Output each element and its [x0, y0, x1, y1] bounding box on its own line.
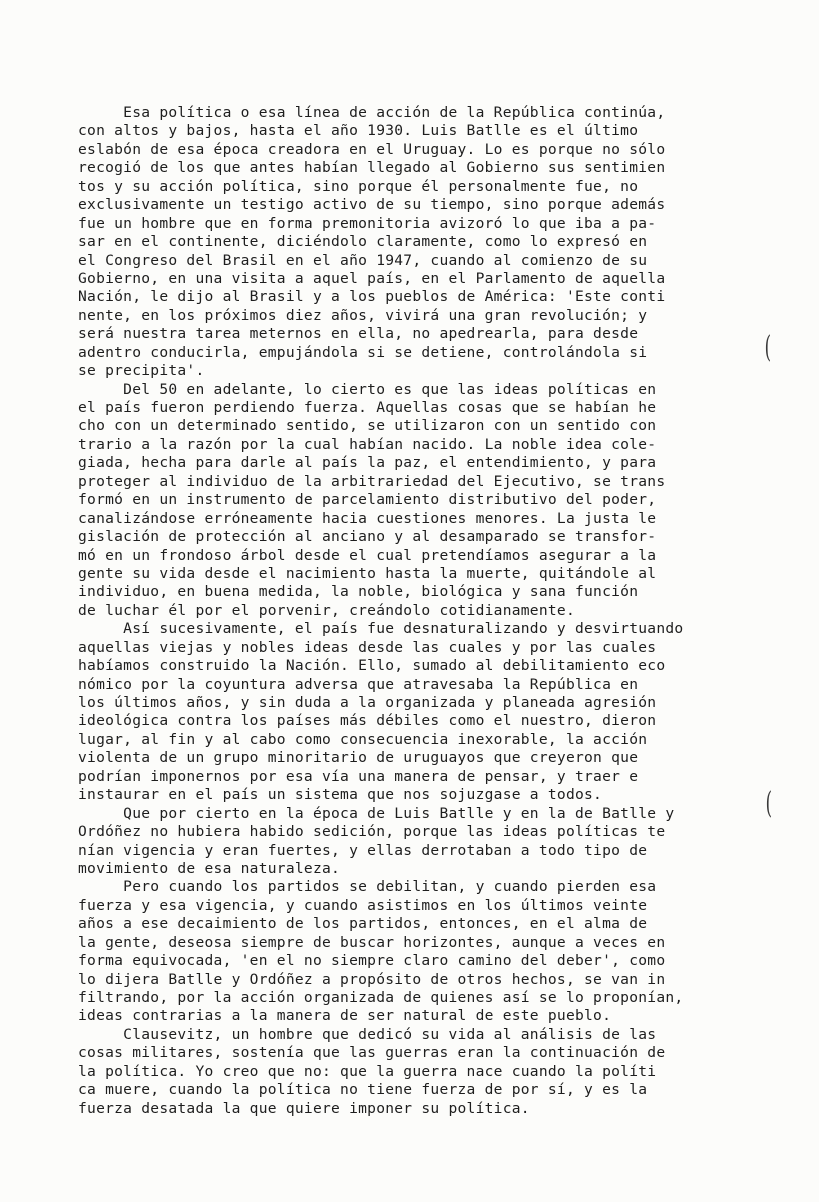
text-line: lo dijera Batlle y Ordóñez a propósito de otros hechos, se van in [78, 970, 666, 988]
text-line: se precipita'. [78, 362, 205, 380]
text-line: canalizándose erróneamente hacia cuestiones menores. La justa le [78, 509, 657, 527]
margin-mark-parenthesis: ( [764, 330, 772, 365]
text-line: la gente, deseosa siempre de buscar horizontes, aunque a veces en [78, 933, 666, 951]
text-line: ca muere, cuando la política no tiene fuerza de por sí, y es la [78, 1081, 648, 1099]
text-line: años a ese decaimiento de los partidos, entonces, en el alma de [78, 915, 648, 933]
text-line: instaurar en el país un sistema que nos sojuzgase a todos. [78, 786, 603, 804]
text-line: trario a la razón por la cual habían nacido. La noble idea cole- [78, 435, 657, 453]
text-line: Pero cuando los partidos se debilitan, y cuando pierden esa [78, 878, 657, 896]
text-line: podrían imponernos por esa vía una manera de pensar, y traer e [78, 767, 639, 785]
text-line: nían vigencia y eran fuertes, y ellas derrotaban a todo tipo de [78, 841, 648, 859]
text-line: proteger al individuo de la arbitrariedad del Ejecutivo, se trans [78, 472, 666, 490]
text-line: Nación, le dijo al Brasil y a los pueblos de América: 'Este conti [78, 288, 666, 306]
text-line: forma equivocada, 'en el no siempre claro camino del deber', como [78, 952, 666, 970]
text-line: gente su vida desde el nacimiento hasta la muerte, quitándole al [78, 564, 657, 582]
text-line: Gobierno, en una visita a aquel país, en el Parlamento de aquella [78, 269, 666, 287]
text-line: Así sucesivamente, el país fue desnaturalizando y desvirtuando [78, 620, 684, 638]
text-line: ideas contrarias a la manera de ser natural de este pueblo. [78, 1007, 612, 1025]
text-line: individuo, en buena medida, la noble, biológica y sana función [78, 583, 639, 601]
text-line: movimiento de esa naturaleza. [78, 859, 341, 877]
text-line: filtrando, por la acción organizada de quienes así se lo proponían, [78, 989, 684, 1006]
text-line: fuerza desatada la que quiere imponer su política. [78, 1099, 530, 1117]
text-line: de luchar él por el porvenir, creándolo cotidianamente. [78, 601, 575, 619]
text-line: Que por cierto en la época de Luis Batlle y en la de Batlle y [78, 804, 675, 822]
text-line: lugar, al fin y al cabo como consecuencia inexorable, la acción [78, 730, 648, 748]
text-line: sar en el continente, diciéndolo claramente, como lo expresó en [78, 233, 648, 251]
text-line: aquellas viejas y nobles ideas desde las cuales y por las cuales [78, 638, 657, 656]
document-body-text [78, 104, 768, 1118]
text-line: el país fueron perdiendo fuerza. Aquellas cosas que se habían he [78, 399, 657, 416]
text-line: ideológica contra los países más débiles como el nuestro, dieron [78, 712, 657, 730]
text-line: los últimos años, y sin duda a la organizada y planeada agresión [78, 694, 657, 711]
text-line: será nuestra tarea meternos en ella, no apedrearla, para desde [78, 325, 639, 343]
text-line: Clausevitz, un hombre que dedicó su vida al análisis de las [78, 1025, 657, 1043]
text-line: habíamos construido la Nación. Ello, sumado al debilitamiento eco [78, 657, 666, 675]
text-line: giada, hecha para darle al país la paz, el entendimiento, y para [78, 454, 657, 472]
text-line: cho con un determinado sentido, se utilizaron con un sentido con [78, 417, 657, 435]
text-line: la política. Yo creo que no: que la guerra nace cuando la políti [78, 1062, 657, 1080]
text-line: adentro conducirla, empujándola si se detiene, controlándola si [78, 343, 648, 361]
text-line: violenta de un grupo minoritario de uruguayos que creyeron que [78, 749, 639, 767]
text-line: Esa política o esa línea de acción de la República continúa, [78, 104, 666, 121]
text-line: el Congreso del Brasil en el año 1947, cuando al comienzo de su [78, 251, 648, 269]
text-line: formó en un instrumento de parcelamiento distributivo del poder, [78, 491, 657, 509]
text-line: Del 50 en adelante, lo cierto es que las ideas políticas en [78, 380, 657, 398]
text-line: fue un hombre que en forma premonitoria avizoró lo que iba a pa- [78, 214, 657, 232]
text-line: nente, en los próximos diez años, vivirá una gran revolución; y [78, 306, 648, 324]
text-line: fuerza y esa vigencia, y cuando asistimos en los últimos veinte [78, 896, 648, 914]
text-line: recogió de los que antes habían llegado al Gobierno sus sentimien [78, 159, 666, 177]
text-line: cosas militares, sostenía que las guerras eran la continuación de [78, 1044, 666, 1062]
text-line: con altos y bajos, hasta el año 1930. Luis Batlle es el último [78, 122, 639, 140]
text-line: eslabón de esa época creadora en el Uruguay. Lo es porque no sólo [78, 140, 666, 158]
text-line: nómico por la coyuntura adversa que atravesaba la República en [78, 675, 639, 693]
text-line: gislación de protección al anciano y al desamparado se transfor- [78, 528, 657, 546]
text-line: Ordóñez no hubiera habido sedición, porque las ideas políticas te [78, 823, 666, 841]
text-line: exclusivamente un testigo activo de su tiempo, sino porque además [78, 196, 666, 214]
margin-mark-parenthesis: ( [765, 786, 773, 821]
text-line: tos y su acción política, sino porque él personalmente fue, no [78, 177, 639, 195]
text-line: mó en un frondoso árbol desde el cual pretendíamos asegurar a la [78, 546, 657, 564]
